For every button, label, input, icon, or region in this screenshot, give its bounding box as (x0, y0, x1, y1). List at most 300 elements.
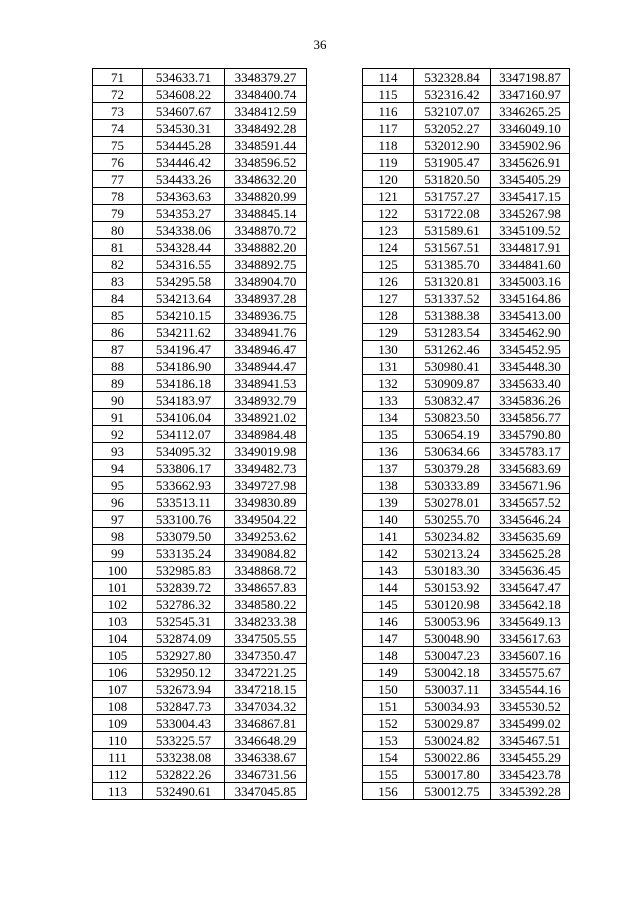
table-row (93, 392, 307, 409)
y-coordinate-cell: 3347160.97 (491, 86, 570, 103)
table-row (93, 596, 307, 613)
y-coordinate-cell: 3348936.75 (225, 307, 307, 324)
point-number-cell: 93 (93, 443, 143, 460)
x-coordinate-cell: 531337.52 (414, 290, 491, 307)
y-coordinate-cell: 3345530.52 (491, 698, 570, 715)
x-coordinate-cell: 530654.19 (414, 426, 491, 443)
x-coordinate-cell: 530234.82 (414, 528, 491, 545)
table-row (93, 103, 307, 120)
point-number-cell: 97 (93, 511, 143, 528)
x-coordinate-cell: 530634.66 (414, 443, 491, 460)
table-row (363, 69, 570, 86)
table-row (363, 120, 570, 137)
point-number-cell: 139 (363, 494, 414, 511)
point-number-cell: 103 (93, 613, 143, 630)
y-coordinate-cell: 3346731.56 (225, 766, 307, 783)
x-coordinate-cell: 534210.15 (143, 307, 225, 324)
point-number-cell: 133 (363, 392, 414, 409)
point-number-cell: 129 (363, 324, 414, 341)
page-number: 36 (313, 37, 327, 52)
y-coordinate-cell: 3345109.52 (491, 222, 570, 239)
x-coordinate-cell: 533806.17 (143, 460, 225, 477)
x-coordinate-cell: 532985.83 (143, 562, 225, 579)
x-coordinate-cell: 533225.57 (143, 732, 225, 749)
x-coordinate-cell: 534530.31 (143, 120, 225, 137)
y-coordinate-cell: 3347221.25 (225, 664, 307, 681)
point-number-cell: 72 (93, 86, 143, 103)
y-coordinate-cell: 3347198.87 (491, 69, 570, 86)
y-coordinate-cell: 3345647.47 (491, 579, 570, 596)
point-number-cell: 121 (363, 188, 414, 205)
y-coordinate-cell: 3345405.29 (491, 171, 570, 188)
y-coordinate-cell: 3345856.77 (491, 409, 570, 426)
y-coordinate-cell: 3348984.48 (225, 426, 307, 443)
y-coordinate-cell: 3347350.47 (225, 647, 307, 664)
table-row (93, 562, 307, 579)
x-coordinate-cell: 533662.93 (143, 477, 225, 494)
y-coordinate-cell: 3345617.63 (491, 630, 570, 647)
point-number-cell: 118 (363, 137, 414, 154)
table-row (93, 477, 307, 494)
point-number-cell: 91 (93, 409, 143, 426)
x-coordinate-cell: 530012.75 (414, 783, 491, 800)
y-coordinate-cell: 3348892.75 (225, 256, 307, 273)
point-number-cell: 140 (363, 511, 414, 528)
x-coordinate-cell: 533135.24 (143, 545, 225, 562)
y-coordinate-cell: 3349727.98 (225, 477, 307, 494)
point-number-cell: 77 (93, 171, 143, 188)
table-row (93, 86, 307, 103)
point-number-cell: 151 (363, 698, 414, 715)
x-coordinate-cell: 534183.97 (143, 392, 225, 409)
x-coordinate-cell: 533100.76 (143, 511, 225, 528)
x-coordinate-cell: 530909.87 (414, 375, 491, 392)
y-coordinate-cell: 3348941.53 (225, 375, 307, 392)
point-number-cell: 78 (93, 188, 143, 205)
y-coordinate-cell: 3345646.24 (491, 511, 570, 528)
table-row (93, 375, 307, 392)
x-coordinate-cell: 530980.41 (414, 358, 491, 375)
x-coordinate-cell: 533004.43 (143, 715, 225, 732)
x-coordinate-cell: 533238.08 (143, 749, 225, 766)
table-row (363, 596, 570, 613)
table-row (93, 137, 307, 154)
y-coordinate-cell: 3345413.00 (491, 307, 570, 324)
table-row (93, 460, 307, 477)
x-coordinate-cell: 534316.55 (143, 256, 225, 273)
table-row (363, 239, 570, 256)
y-coordinate-cell: 3348632.20 (225, 171, 307, 188)
point-number-cell: 142 (363, 545, 414, 562)
x-coordinate-cell: 530153.92 (414, 579, 491, 596)
table-row (93, 358, 307, 375)
y-coordinate-cell: 3345636.45 (491, 562, 570, 579)
x-coordinate-cell: 530029.87 (414, 715, 491, 732)
point-number-cell: 130 (363, 341, 414, 358)
point-number-cell: 136 (363, 443, 414, 460)
point-number-cell: 134 (363, 409, 414, 426)
y-coordinate-cell: 3348932.79 (225, 392, 307, 409)
y-coordinate-cell: 3345417.15 (491, 188, 570, 205)
x-coordinate-cell: 530047.23 (414, 647, 491, 664)
y-coordinate-cell: 3347218.15 (225, 681, 307, 698)
x-coordinate-cell: 531262.46 (414, 341, 491, 358)
y-coordinate-cell: 3346867.81 (225, 715, 307, 732)
point-number-cell: 145 (363, 596, 414, 613)
point-number-cell: 84 (93, 290, 143, 307)
table-row (363, 392, 570, 409)
x-coordinate-cell: 530278.01 (414, 494, 491, 511)
table-row (93, 613, 307, 630)
table-row (93, 256, 307, 273)
y-coordinate-cell: 3345671.96 (491, 477, 570, 494)
table-row (363, 137, 570, 154)
point-number-cell: 150 (363, 681, 414, 698)
point-number-cell: 123 (363, 222, 414, 239)
x-coordinate-cell: 531320.81 (414, 273, 491, 290)
point-number-cell: 125 (363, 256, 414, 273)
table-row (363, 358, 570, 375)
table-row (363, 783, 570, 800)
y-coordinate-cell: 3347045.85 (225, 783, 307, 800)
point-number-cell: 119 (363, 154, 414, 171)
y-coordinate-cell: 3349830.89 (225, 494, 307, 511)
point-number-cell: 113 (93, 783, 143, 800)
y-coordinate-cell: 3349084.82 (225, 545, 307, 562)
x-coordinate-cell: 532673.94 (143, 681, 225, 698)
table-row (363, 86, 570, 103)
table-row (93, 647, 307, 664)
point-number-cell: 147 (363, 630, 414, 647)
y-coordinate-cell: 3346265.25 (491, 103, 570, 120)
table-row (93, 222, 307, 239)
x-coordinate-cell: 530379.28 (414, 460, 491, 477)
y-coordinate-cell: 3346648.29 (225, 732, 307, 749)
x-coordinate-cell: 532052.27 (414, 120, 491, 137)
y-coordinate-cell: 3348400.74 (225, 86, 307, 103)
table-body (363, 69, 570, 800)
table-row (93, 341, 307, 358)
point-number-cell: 89 (93, 375, 143, 392)
x-coordinate-cell: 532012.90 (414, 137, 491, 154)
x-coordinate-cell: 530183.30 (414, 562, 491, 579)
x-coordinate-cell: 534338.06 (143, 222, 225, 239)
y-coordinate-cell: 3345544.16 (491, 681, 570, 698)
point-number-cell: 148 (363, 647, 414, 664)
x-coordinate-cell: 532839.72 (143, 579, 225, 596)
table-row (363, 341, 570, 358)
table-row (363, 324, 570, 341)
y-coordinate-cell: 3346338.67 (225, 749, 307, 766)
table-row (93, 732, 307, 749)
table-row (93, 783, 307, 800)
point-number-cell: 155 (363, 766, 414, 783)
table-row (93, 171, 307, 188)
x-coordinate-cell: 530034.93 (414, 698, 491, 715)
table-row (93, 579, 307, 596)
point-number-cell: 114 (363, 69, 414, 86)
point-number-cell: 85 (93, 307, 143, 324)
table-row (93, 443, 307, 460)
x-coordinate-cell: 531757.27 (414, 188, 491, 205)
y-coordinate-cell: 3348946.47 (225, 341, 307, 358)
y-coordinate-cell: 3348937.28 (225, 290, 307, 307)
y-coordinate-cell: 3348591.44 (225, 137, 307, 154)
table-row (363, 664, 570, 681)
point-number-cell: 144 (363, 579, 414, 596)
x-coordinate-cell: 533079.50 (143, 528, 225, 545)
x-coordinate-cell: 530042.18 (414, 664, 491, 681)
x-coordinate-cell: 532847.73 (143, 698, 225, 715)
x-coordinate-cell: 530213.24 (414, 545, 491, 562)
x-coordinate-cell: 531589.61 (414, 222, 491, 239)
table-row (363, 749, 570, 766)
table-row (363, 766, 570, 783)
y-coordinate-cell: 3345633.40 (491, 375, 570, 392)
point-number-cell: 75 (93, 137, 143, 154)
table-row (93, 205, 307, 222)
table-row (363, 511, 570, 528)
x-coordinate-cell: 534106.04 (143, 409, 225, 426)
y-coordinate-cell: 3348904.70 (225, 273, 307, 290)
table-row (363, 290, 570, 307)
y-coordinate-cell: 3345649.13 (491, 613, 570, 630)
y-coordinate-cell: 3348820.99 (225, 188, 307, 205)
y-coordinate-cell: 3345392.28 (491, 783, 570, 800)
y-coordinate-cell: 3345635.69 (491, 528, 570, 545)
point-number-cell: 98 (93, 528, 143, 545)
y-coordinate-cell: 3348233.38 (225, 613, 307, 630)
y-coordinate-cell: 3348868.72 (225, 562, 307, 579)
y-coordinate-cell: 3345902.96 (491, 137, 570, 154)
y-coordinate-cell: 3345683.69 (491, 460, 570, 477)
table-row (363, 477, 570, 494)
table-row (93, 409, 307, 426)
y-coordinate-cell: 3345455.29 (491, 749, 570, 766)
x-coordinate-cell: 530823.50 (414, 409, 491, 426)
table-row (93, 681, 307, 698)
table-row (93, 766, 307, 783)
x-coordinate-cell: 534196.47 (143, 341, 225, 358)
table-row (363, 528, 570, 545)
point-number-cell: 135 (363, 426, 414, 443)
y-coordinate-cell: 3345626.91 (491, 154, 570, 171)
point-number-cell: 149 (363, 664, 414, 681)
x-coordinate-cell: 530022.86 (414, 749, 491, 766)
table-row (363, 375, 570, 392)
x-coordinate-cell: 530333.89 (414, 477, 491, 494)
point-number-cell: 111 (93, 749, 143, 766)
x-coordinate-cell: 530120.98 (414, 596, 491, 613)
point-number-cell: 138 (363, 477, 414, 494)
table-row (363, 409, 570, 426)
point-number-cell: 96 (93, 494, 143, 511)
table-row (363, 256, 570, 273)
point-number-cell: 95 (93, 477, 143, 494)
point-number-cell: 76 (93, 154, 143, 171)
y-coordinate-cell: 3345657.52 (491, 494, 570, 511)
x-coordinate-cell: 531388.38 (414, 307, 491, 324)
x-coordinate-cell: 532545.31 (143, 613, 225, 630)
point-number-cell: 88 (93, 358, 143, 375)
point-number-cell: 132 (363, 375, 414, 392)
table-body (93, 69, 307, 800)
x-coordinate-cell: 534328.44 (143, 239, 225, 256)
table-row (363, 698, 570, 715)
y-coordinate-cell: 3345625.28 (491, 545, 570, 562)
table-row (363, 460, 570, 477)
table-row (363, 103, 570, 120)
point-number-cell: 105 (93, 647, 143, 664)
point-number-cell: 116 (363, 103, 414, 120)
table-row (93, 120, 307, 137)
y-coordinate-cell: 3344841.60 (491, 256, 570, 273)
point-number-cell: 87 (93, 341, 143, 358)
x-coordinate-cell: 534607.67 (143, 103, 225, 120)
table-row (363, 443, 570, 460)
point-number-cell: 90 (93, 392, 143, 409)
point-number-cell: 122 (363, 205, 414, 222)
table-row (363, 562, 570, 579)
x-coordinate-cell: 534353.27 (143, 205, 225, 222)
y-coordinate-cell: 3345423.78 (491, 766, 570, 783)
x-coordinate-cell: 534213.64 (143, 290, 225, 307)
y-coordinate-cell: 3346049.10 (491, 120, 570, 137)
x-coordinate-cell: 532490.61 (143, 783, 225, 800)
y-coordinate-cell: 3349019.98 (225, 443, 307, 460)
point-number-cell: 153 (363, 732, 414, 749)
table-row (93, 664, 307, 681)
x-coordinate-cell: 534446.42 (143, 154, 225, 171)
x-coordinate-cell: 531820.50 (414, 171, 491, 188)
point-number-cell: 152 (363, 715, 414, 732)
coordinates-table-right (362, 68, 570, 800)
y-coordinate-cell: 3348941.76 (225, 324, 307, 341)
table-row (93, 154, 307, 171)
x-coordinate-cell: 534445.28 (143, 137, 225, 154)
table-row (93, 545, 307, 562)
y-coordinate-cell: 3348379.27 (225, 69, 307, 86)
y-coordinate-cell: 3345003.16 (491, 273, 570, 290)
point-number-cell: 154 (363, 749, 414, 766)
point-number-cell: 107 (93, 681, 143, 698)
point-number-cell: 71 (93, 69, 143, 86)
table-row (93, 69, 307, 86)
x-coordinate-cell: 534186.90 (143, 358, 225, 375)
y-coordinate-cell: 3348596.52 (225, 154, 307, 171)
point-number-cell: 108 (93, 698, 143, 715)
point-number-cell: 82 (93, 256, 143, 273)
x-coordinate-cell: 534211.62 (143, 324, 225, 341)
y-coordinate-cell: 3348870.72 (225, 222, 307, 239)
table-row (363, 307, 570, 324)
point-number-cell: 92 (93, 426, 143, 443)
x-coordinate-cell: 531722.08 (414, 205, 491, 222)
point-number-cell: 94 (93, 460, 143, 477)
x-coordinate-cell: 530037.11 (414, 681, 491, 698)
table-row (363, 273, 570, 290)
y-coordinate-cell: 3347034.32 (225, 698, 307, 715)
x-coordinate-cell: 534433.26 (143, 171, 225, 188)
point-number-cell: 117 (363, 120, 414, 137)
y-coordinate-cell: 3348845.14 (225, 205, 307, 222)
table-row (93, 494, 307, 511)
point-number-cell: 81 (93, 239, 143, 256)
table-row (363, 494, 570, 511)
point-number-cell: 156 (363, 783, 414, 800)
table-row (363, 613, 570, 630)
point-number-cell: 106 (93, 664, 143, 681)
y-coordinate-cell: 3349482.73 (225, 460, 307, 477)
table-row (363, 188, 570, 205)
table-row (363, 715, 570, 732)
x-coordinate-cell: 531567.51 (414, 239, 491, 256)
point-number-cell: 120 (363, 171, 414, 188)
point-number-cell: 131 (363, 358, 414, 375)
table-row (363, 154, 570, 171)
table-row (93, 511, 307, 528)
point-number-cell: 126 (363, 273, 414, 290)
y-coordinate-cell: 3345607.16 (491, 647, 570, 664)
point-number-cell: 100 (93, 562, 143, 579)
y-coordinate-cell: 3345462.90 (491, 324, 570, 341)
point-number-cell: 73 (93, 103, 143, 120)
table-row (363, 545, 570, 562)
point-number-cell: 143 (363, 562, 414, 579)
x-coordinate-cell: 534363.63 (143, 188, 225, 205)
table-row (93, 307, 307, 324)
point-number-cell: 80 (93, 222, 143, 239)
point-number-cell: 137 (363, 460, 414, 477)
x-coordinate-cell: 534633.71 (143, 69, 225, 86)
table-row (363, 205, 570, 222)
x-coordinate-cell: 531385.70 (414, 256, 491, 273)
table-row (93, 698, 307, 715)
point-number-cell: 104 (93, 630, 143, 647)
y-coordinate-cell: 3348492.28 (225, 120, 307, 137)
point-number-cell: 74 (93, 120, 143, 137)
x-coordinate-cell: 530255.70 (414, 511, 491, 528)
table-row (363, 579, 570, 596)
x-coordinate-cell: 532328.84 (414, 69, 491, 86)
x-coordinate-cell: 530832.47 (414, 392, 491, 409)
table-row (93, 630, 307, 647)
x-coordinate-cell: 532786.32 (143, 596, 225, 613)
y-coordinate-cell: 3345448.30 (491, 358, 570, 375)
table-row (93, 273, 307, 290)
y-coordinate-cell: 3345790.80 (491, 426, 570, 443)
x-coordinate-cell: 534186.18 (143, 375, 225, 392)
point-number-cell: 99 (93, 545, 143, 562)
x-coordinate-cell: 532316.42 (414, 86, 491, 103)
point-number-cell: 110 (93, 732, 143, 749)
y-coordinate-cell: 3348657.83 (225, 579, 307, 596)
point-number-cell: 83 (93, 273, 143, 290)
table-row (363, 647, 570, 664)
table-row (363, 171, 570, 188)
x-coordinate-cell: 534112.07 (143, 426, 225, 443)
x-coordinate-cell: 533513.11 (143, 494, 225, 511)
point-number-cell: 109 (93, 715, 143, 732)
table-row (93, 749, 307, 766)
y-coordinate-cell: 3347505.55 (225, 630, 307, 647)
x-coordinate-cell: 534295.58 (143, 273, 225, 290)
table-row (93, 239, 307, 256)
y-coordinate-cell: 3348412.59 (225, 103, 307, 120)
table-row (93, 324, 307, 341)
y-coordinate-cell: 3348882.20 (225, 239, 307, 256)
table-row (363, 426, 570, 443)
